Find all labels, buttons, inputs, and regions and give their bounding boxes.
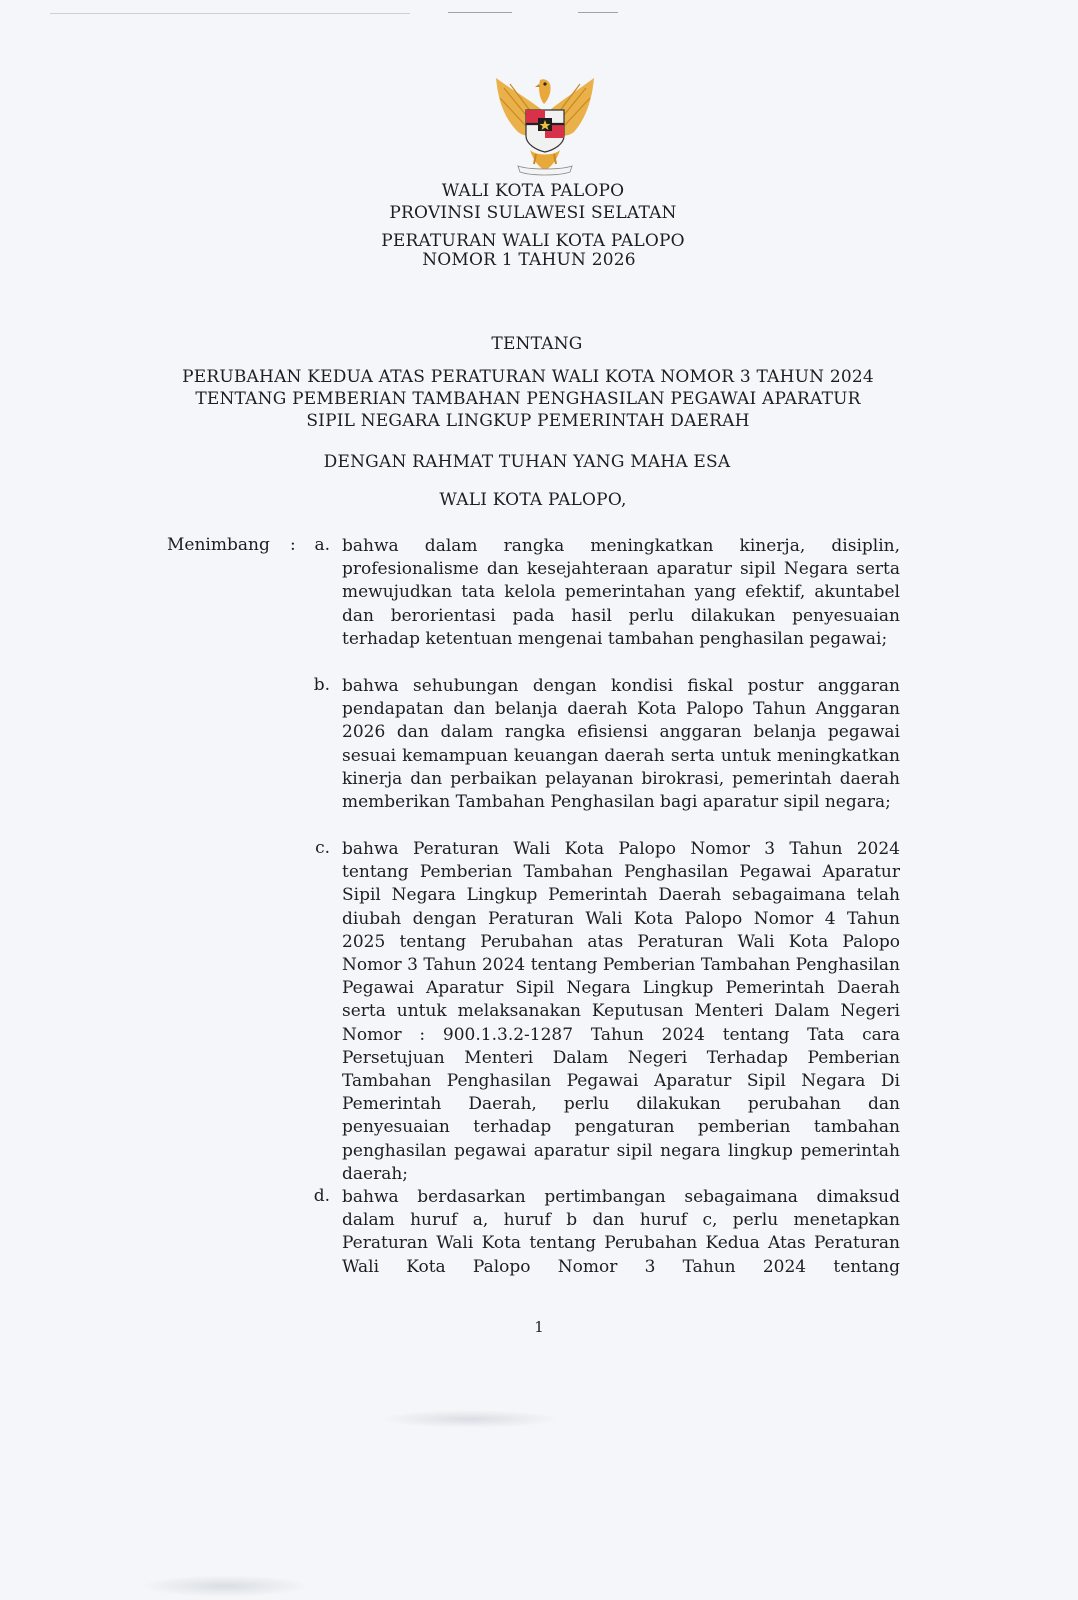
scan-artifact-line <box>50 13 410 14</box>
regulation-title-line-1: PERUBAHAN KEDUA ATAS PERATURAN WALI KOTA NOMOR 3 TAHUN 2024 <box>182 367 874 387</box>
consideration-letter-a: a. <box>314 535 330 555</box>
page-number: 1 <box>534 1318 544 1336</box>
regulation-title-line-3: SIPIL NEGARA LINGKUP PEMERINTAH DAERAH <box>306 411 750 431</box>
garuda-emblem-icon <box>490 70 600 180</box>
consideration-text-d: bahwa berdasarkan pertimbangan sebagaimana dimaksud dalam huruf a, huruf b dan huruf c, perlu menetapkan Peraturan Wali Kota tentang Perubahan Kedua Atas Peraturan Wali Kota Palopo Nomor 3 Tahun 2024 tentang <box>342 1187 900 1277</box>
issuer-province: PROVINSI SULAWESI SELATAN <box>389 203 677 223</box>
official-line: WALI KOTA PALOPO, <box>439 490 627 510</box>
consideration-text-c: bahwa Peraturan Wali Kota Palopo Nomor 3 Tahun 2024 tentang Pemberian Tambahan Penghasilan Pegawai Aparatur Sipil Negara Lingkup Pemerintah Daerah sebagaimana telah diubah dengan Peraturan Wali Kota Palopo Nomor 4 Tahun 2025 tentang Perubahan atas Peraturan Wali Kota Palopo Nomor 3 Tahun 2024 tentang Pemberian Tambahan Penghasilan Pegawai Aparatur Sipil Negara Lingkup Pemerintah Daerah serta untuk melaksanakan Keputusan Menteri Dalam Negeri Nomor : 900.1.3.2-1287 Tahun 2024 tentang Tata cara Persetujuan Menteri Dalam Negeri Terhadap Pemberian Tambahan Penghasilan Pegawai Aparatur Sipil Negara Di Pemerintah Daerah, perlu dilakukan perubahan dan penyesuaian terhadap pengaturan pemberian tambahan penghasilan pegawai aparatur sipil negara lingkup pemerintah daerah; <box>342 839 900 1184</box>
scan-artifact-smudge <box>380 1410 560 1428</box>
consideration-letter-d: d. <box>313 1186 330 1206</box>
scan-artifact-smudge <box>140 1575 310 1597</box>
regulation-title-line-2: TENTANG PEMBERIAN TAMBAHAN PENGHASILAN PEGAWAI APARATUR <box>195 389 861 409</box>
tentang-heading: TENTANG <box>491 334 583 354</box>
regulation-number: NOMOR 1 TAHUN 2026 <box>422 250 636 270</box>
rahmat-line: DENGAN RAHMAT TUHAN YANG MAHA ESA <box>323 452 731 472</box>
regulation-type: PERATURAN WALI KOTA PALOPO <box>381 231 685 251</box>
issuer-title: WALI KOTA PALOPO <box>441 181 625 201</box>
menimbang-label: Menimbang <box>167 535 270 555</box>
menimbang-colon: : <box>290 535 296 555</box>
consideration-text-b: bahwa sehubungan dengan kondisi fiskal postur anggaran pendapatan dan belanja daerah Kota Palopo Tahun Anggaran 2026 dan dalam rangka efisiensi anggaran belanja pegawai sesuai kemampuan keuangan daerah serta untuk meningkatkan kinerja dan perbaikan pelayanan birokrasi, pemerintah daerah memberikan Tambahan Penghasilan bagi aparatur sipil negara; <box>342 676 900 813</box>
scan-artifact-line <box>578 12 618 13</box>
consideration-letter-b: b. <box>313 675 330 695</box>
consideration-letter-c: c. <box>315 838 330 858</box>
scan-artifact-line <box>448 12 512 13</box>
consideration-text-a: bahwa dalam rangka meningkatkan kinerja, disiplin, profesionalisme dan kesejahteraan aparatur sipil Negara serta mewujudkan tata kelola pemerintahan yang efektif, akuntabel dan berorientasi pada hasil perlu dilakukan penyesuaian terhadap ketentuan mengenai tambahan penghasilan pegawai; <box>342 536 900 649</box>
